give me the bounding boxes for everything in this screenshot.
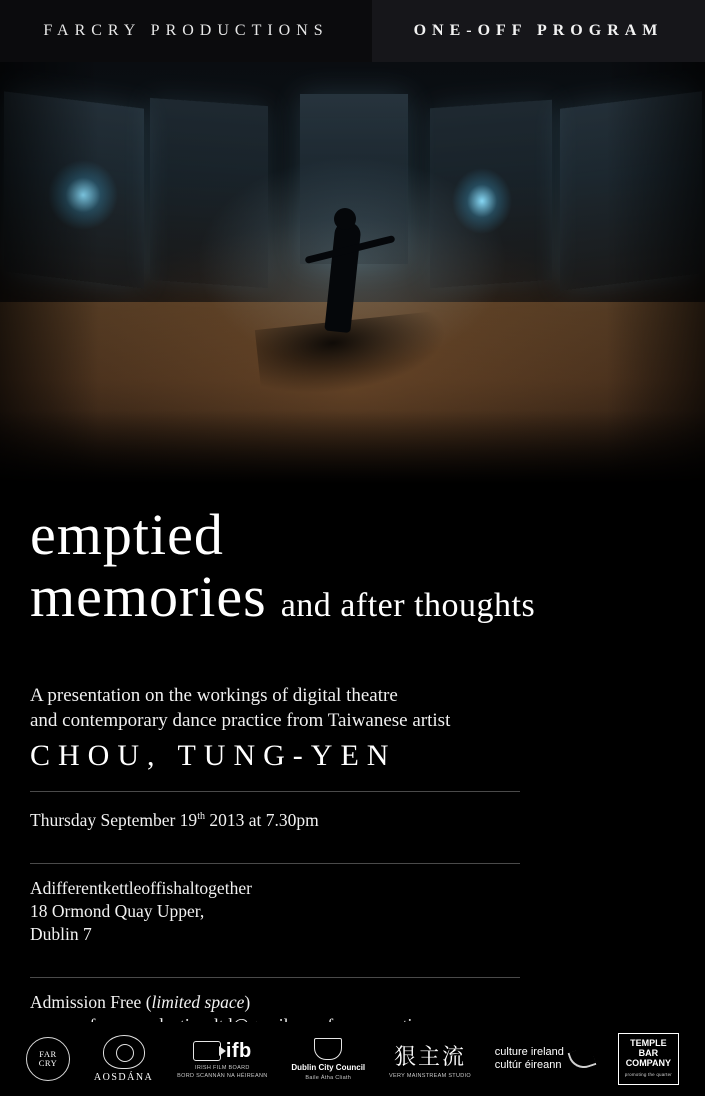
title-line-2 [30,566,705,637]
ifb-logo-row [193,1040,252,1063]
description-block [30,683,705,733]
venue-name: Adifferentkettleoffishaltogether [30,877,252,898]
logo-irish-film-board [177,1040,267,1079]
city-crest-icon [314,1038,342,1060]
company-name: FARCRY PRODUCTIONS [43,22,329,39]
program-label: ONE-OFF PROGRAM [413,22,664,39]
sponsor-logo-strip [0,1022,705,1096]
photo-background [0,62,705,490]
venue-block [30,864,705,959]
logo-temple-bar-company [618,1033,679,1085]
ifb-line-2: BORD SCANNÁN NA HÉIREANN [177,1072,268,1079]
dcc-line-2: Baile Átha Cliath [305,1074,352,1081]
title-main-word: memories [30,564,267,629]
aosdana-logo-mark [103,1035,145,1069]
description-line-1: A presentation on the workings of digital theatre [30,685,398,706]
admission-note: limited space [151,991,245,1012]
vms-wordmark: 狠主流 [393,1044,466,1070]
date-text: Thursday September 19 [30,809,198,830]
title-block [0,490,705,637]
vms-sub: VERY MAINSTREAM STUDIO [389,1072,471,1079]
date-block [30,792,705,845]
photo-bottom-fade [0,410,705,490]
description-line-2: and contemporary dance practice from Taiwanese artist [30,710,451,731]
venue-street: 18 Ormond Quay Upper, [30,900,205,921]
ci-line-1: culture ireland [494,1046,564,1058]
dcc-line-1: Dublin City Council [291,1062,366,1072]
farcry-logo-line-2: CRY [38,1058,58,1068]
header-left-section [0,0,372,62]
aosdana-logo-text: AOSDÁNA [93,1072,154,1083]
farcry-logo-mark [26,1037,70,1081]
header-bar [0,0,705,62]
tbc-sub: promoting the quarter [624,1072,672,1077]
ifb-wordmark: ifb [225,1039,252,1062]
ci-line-2: cultúr éireann [494,1059,562,1071]
hero-photo [0,62,705,490]
swoosh-icon [567,1046,596,1072]
admission-prefix: Admission Free ( [30,991,152,1012]
logo-aosdana [94,1035,153,1083]
title-subtitle: and after thoughts [280,587,536,624]
tbc-line-3: COMPANY [625,1058,672,1068]
title-line-1: emptied [30,502,224,567]
date-time: 2013 at 7.30pm [204,809,319,830]
tbc-logo-mark [618,1033,679,1085]
logo-farcry [26,1037,70,1081]
farcry-logo-line-1: FAR [39,1048,57,1059]
logo-culture-ireland [495,1046,594,1072]
culture-ireland-text [495,1046,564,1072]
film-projector-icon [193,1041,221,1061]
ifb-line-1: IRISH FILM BOARD [195,1064,250,1071]
poster-content [0,490,705,1096]
header-right-section [372,0,705,62]
admission-suffix: ) [244,991,251,1012]
admission-line [30,991,705,1014]
date-ordinal: th [197,811,205,822]
venue-city: Dublin 7 [30,923,92,944]
culture-ireland-row [495,1046,594,1072]
artist-name: CHOU, TUNG-YEN [30,739,397,772]
tbc-line-2: BAR [638,1048,659,1058]
logo-very-mainstream-studio [389,1040,471,1079]
tbc-line-1: TEMPLE [630,1038,667,1048]
logo-dublin-city-council [291,1038,365,1081]
